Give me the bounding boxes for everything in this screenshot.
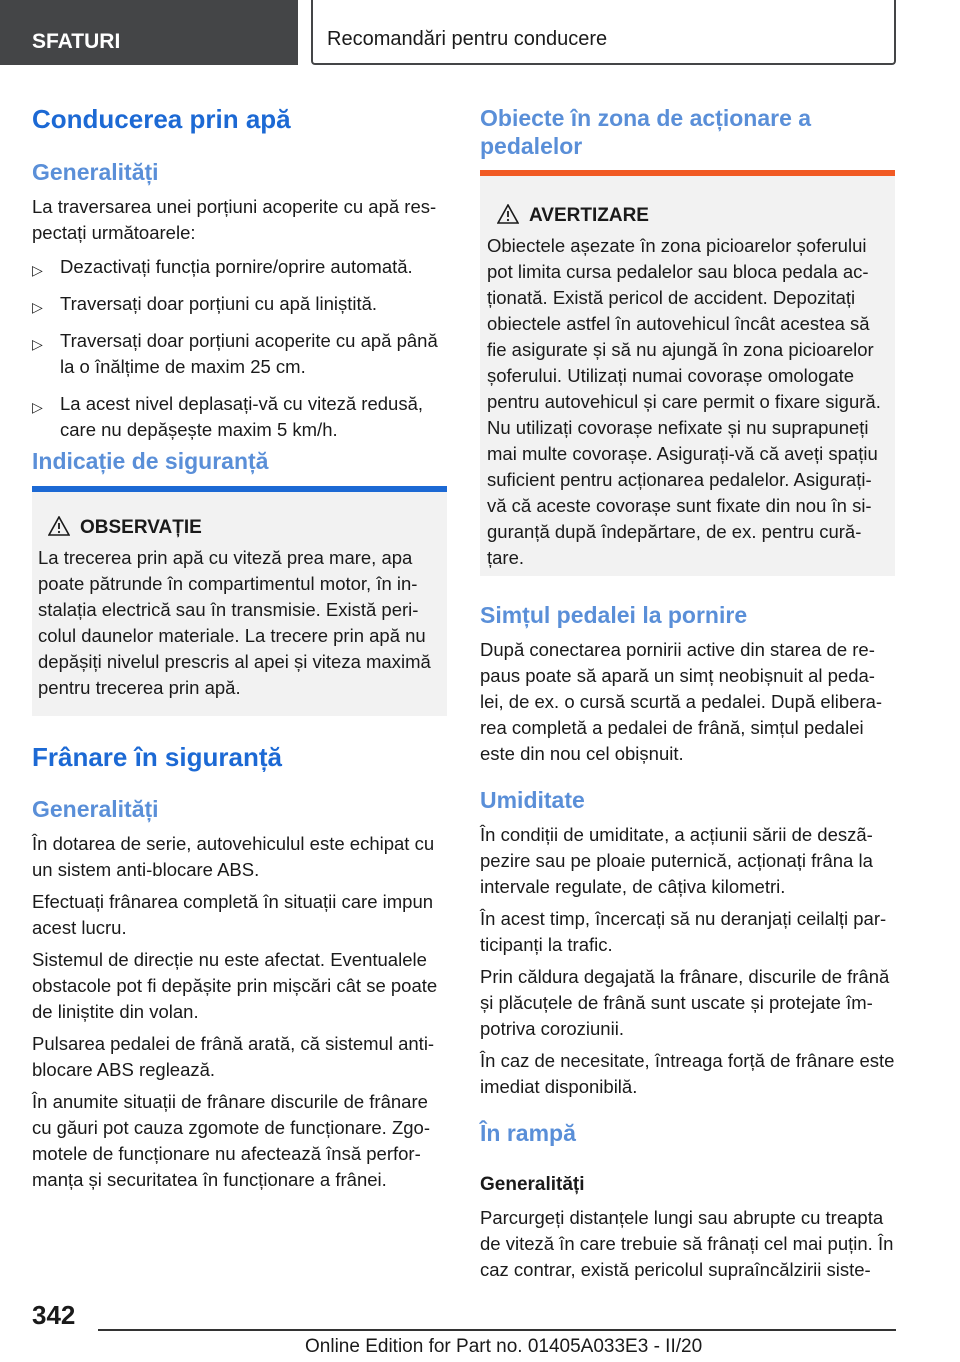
- paragraph: Prin căldura degajată la frânare, discurile de frână și plăcuțele de frână sunt uscate și protejate îm‐potriva coroziunii.: [480, 966, 890, 1039]
- list-item: ▷ Traversați doar porțiuni acoperite cu apă până la o înălțime de maxim 25 cm.: [32, 330, 438, 377]
- triangle-bullet-icon: ▷: [32, 336, 43, 352]
- paragraph: În anumite situații de frânare discurile de frânare cu găuri pot cauza zgomote de funcționare. Zgo‐motele de funcționare nu afectează însă perfor‐manța și securitatea în funcționare a frânei.: [32, 1091, 430, 1190]
- braking-text: [32, 831, 447, 1193]
- paragraph: În condiții de umiditate, a acțiunii sării de deszã‐pezire sau pe ploaie puternică, acționați frâna la intervale regulate, de câțiva kilometri.: [480, 824, 873, 897]
- warning-box: [480, 170, 895, 576]
- chapter-title: Recomandări pentru conducere: [327, 28, 608, 50]
- heading-pedal-objects: Obiecte în zona de acționare a pedalelor: [480, 105, 812, 159]
- ramp-paragraph: Parcurgeți distanțele lungi sau abrupte cu treapta de viteză în care trebuie să frânați cel mai puțin. În caz contrar, există pericolul supraîncălzirii siste‐: [480, 1207, 894, 1280]
- section-title: SFATURI: [32, 30, 121, 53]
- notice-text: La trecerea prin apă cu viteză prea mare, apa poate pătrunde în compartimentul motor, în in‐stalația electrică sau în transmisie. Există peri‐colul daunelor materiale. La trecere prin apă nu depășiți nivelul prescris al apei și viteza maximă pentru trecerea prin apă.: [38, 547, 431, 698]
- list-item: ▷ Traversați doar porțiuni cu apă liniștită.: [32, 291, 447, 317]
- notice-title: OBSERVAȚIE: [38, 516, 439, 540]
- subheading-general: Generalități: [32, 796, 159, 822]
- subheading-safety: Indicație de siguranță: [32, 448, 269, 474]
- intro-paragraph: La traversarea unei porțiuni acoperite cu apă res‐pectați următoarele:: [32, 196, 437, 243]
- list-item: ▷ Dezactivați funcția pornire/oprire automată.: [32, 254, 447, 280]
- footer-divider: [98, 1329, 896, 1331]
- heading-safe-braking: Frânare în siguranță: [32, 742, 282, 772]
- paragraph: Sistemul de direcție nu este afectat. Eventualele obstacole pot fi depășite prin mișcări cât se poate de liniștite din volan.: [32, 949, 438, 1022]
- humidity-text: [480, 822, 895, 1100]
- triangle-bullet-icon: ▷: [32, 399, 43, 415]
- paragraph: În dotarea de serie, autovehiculul este echipat cu un sistem anti-blocare ABS.: [32, 833, 435, 880]
- heading-water-crossing: Conducerea prin apă: [32, 104, 291, 134]
- subsubheading-general: Generalități: [480, 1174, 585, 1195]
- section-tab: [0, 0, 298, 65]
- subheading-pedal-feel: Simțul pedalei la pornire: [480, 602, 748, 628]
- water-crossing-list: [32, 254, 447, 454]
- subheading-general: Generalități: [32, 159, 159, 185]
- page-number: 342: [32, 1300, 76, 1330]
- paragraph: În acest timp, încercați să nu deranjați ceilalți par‐ticipanți la trafic.: [480, 908, 887, 955]
- warning-title: AVERTIZARE: [487, 204, 889, 228]
- warning-triangle-icon: [497, 204, 519, 224]
- list-item: ▷ La acest nivel deplasați-vă cu viteză redusă, care nu depășește maxim 5 km/h.: [32, 393, 424, 440]
- notice-box: [32, 486, 447, 716]
- pedal-paragraph: După conectarea pornirii active din starea de re‐paus poate să apară un simț neobișnuit al peda‐lei, de ex. o cursă scurtă a pedalei. După elibera‐rea completă a pedalei de frână, simțul pedalei este din nou cel obișnuit.: [480, 639, 883, 764]
- paragraph: Efectuați frânarea completă în situații care impun acest lucru.: [32, 891, 434, 938]
- triangle-bullet-icon: ▷: [32, 299, 43, 315]
- paragraph: În caz de necesitate, întreaga forță de frânare este imediat disponibilă.: [480, 1050, 895, 1097]
- warning-triangle-icon: [48, 516, 70, 536]
- subheading-ramp: În rampă: [480, 1120, 576, 1146]
- edition-footer: Online Edition for Part no. 01405A033E3 - II/20: [305, 1336, 703, 1357]
- triangle-bullet-icon: ▷: [32, 262, 43, 278]
- paragraph: Pulsarea pedalei de frână arată, că sistemul anti‐blocare ABS reglează.: [32, 1033, 435, 1080]
- warning-text: Obiectele așezate în zona picioarelor șoferului pot limita cursa pedalelor sau bloca pedala ac‐ționată. Există pericol de accident. Depozitați obiectele astfel în autovehicul încât acestea să fie asigurate și să nu ajungă în zona picioarelor șoferului. Utilizați numai covorașe omologate pentru autovehicul și care permit o fixare sigură. Nu utilizați covorașe nefixate și nu suprapuneți mai multe covorașe. Asigurați-vă că aveți spațiu suficient pentru acționarea pedalelor. Asigurați-vă că aceste covorașe sunt fixate din nou în si‐guranță după îndepărtare, de ex. pentru cură‐țare.: [487, 235, 881, 568]
- subheading-humidity: Umiditate: [480, 787, 585, 813]
- chapter-tab: [311, 0, 896, 65]
